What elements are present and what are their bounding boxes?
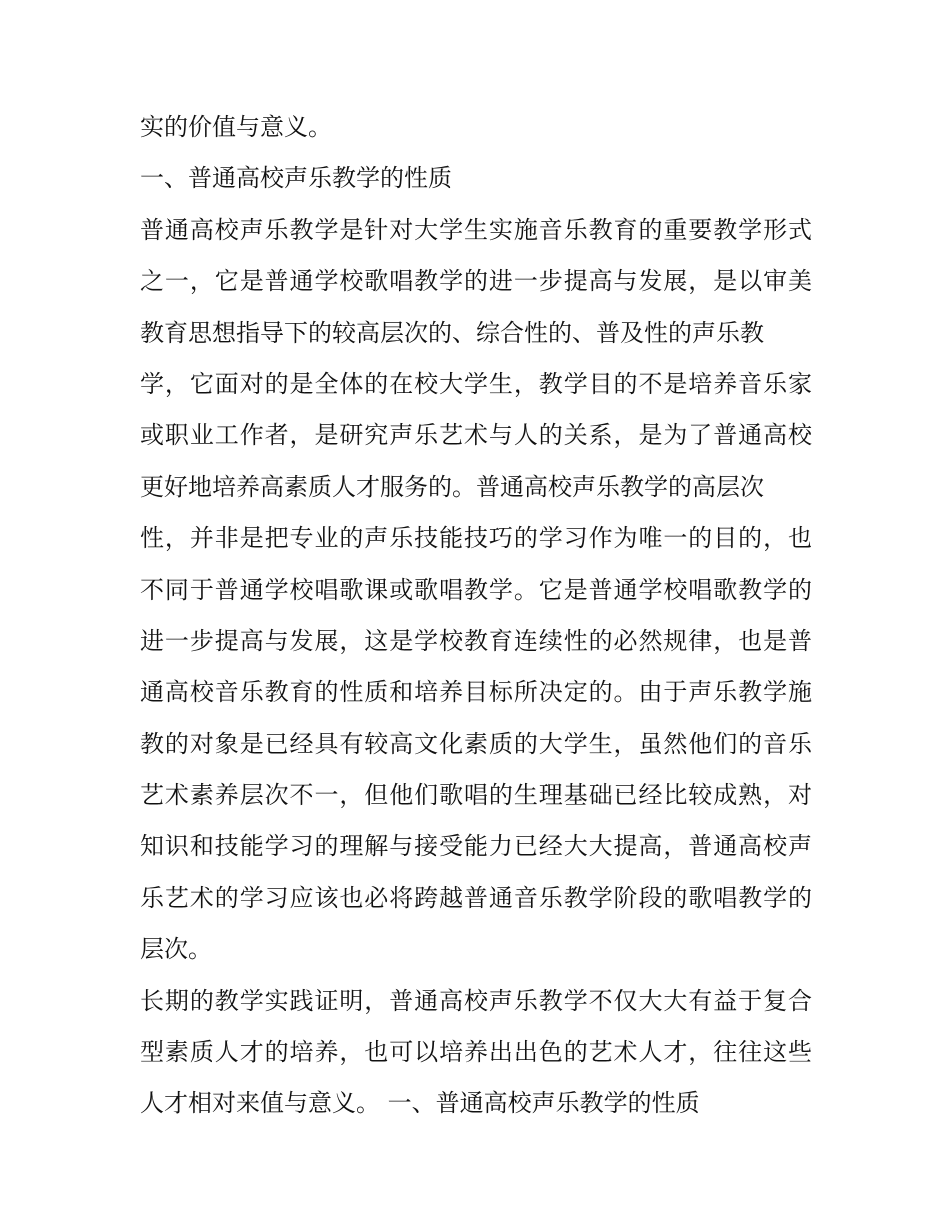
text-line: 性，并非是把专业的声乐技能技巧的学习作为唯一的目的，也 — [140, 524, 812, 553]
text-line: 进一步提高与发展，这是学校教育连续性的必然规律，也是普 — [140, 626, 812, 655]
text-line: 层次。 — [140, 935, 212, 964]
text-line: 通高校音乐教育的性质和培养目标所决定的。由于声乐教学施 — [140, 678, 812, 707]
text-line: 长期的教学实践证明，普通高校声乐教学不仅大大有益于复合 — [140, 986, 812, 1015]
text-line: 或职业工作者，是研究声乐艺术与人的关系，是为了普通高校 — [140, 421, 812, 450]
text-line: 教的对象是已经具有较高文化素质的大学生，虽然他们的音乐 — [140, 729, 812, 758]
text-line: 乐艺术的学习应该也必将跨越普通音乐教学阶段的歌唱教学的 — [140, 883, 812, 912]
text-line: 人才相对来值与意义。 一、普通高校声乐教学的性质 — [140, 1089, 700, 1118]
text-line: 学，它面对的是全体的在校大学生，教学目的不是培养音乐家 — [140, 369, 812, 398]
text-line: 教育思想指导下的较高层次的、综合性的、普及性的声乐教 — [140, 318, 764, 347]
text-line: 之一，它是普通学校歌唱教学的进一步提高与发展，是以审美 — [140, 267, 812, 296]
text-line: 更好地培养高素质人才服务的。普通高校声乐教学的高层次 — [140, 472, 764, 501]
text-line: 型素质人才的培养，也可以培养出出色的艺术人才，往往这些 — [140, 1038, 812, 1067]
text-line: 普通高校声乐教学是针对大学生实施音乐教育的重要教学形式 — [140, 215, 812, 244]
text-line: 艺术素养层次不一，但他们歌唱的生理基础已经比较成熟，对 — [140, 781, 812, 810]
text-line: 知识和技能学习的理解与接受能力已经大大提高，普通高校声 — [140, 832, 812, 861]
document-body — [140, 102, 812, 1130]
text-line: 不同于普通学校唱歌课或歌唱教学。它是普通学校唱歌教学的 — [140, 575, 812, 604]
text-line: 实的价值与意义。 — [140, 113, 332, 141]
section-heading: 一、普通高校声乐教学的性质 — [140, 164, 452, 193]
